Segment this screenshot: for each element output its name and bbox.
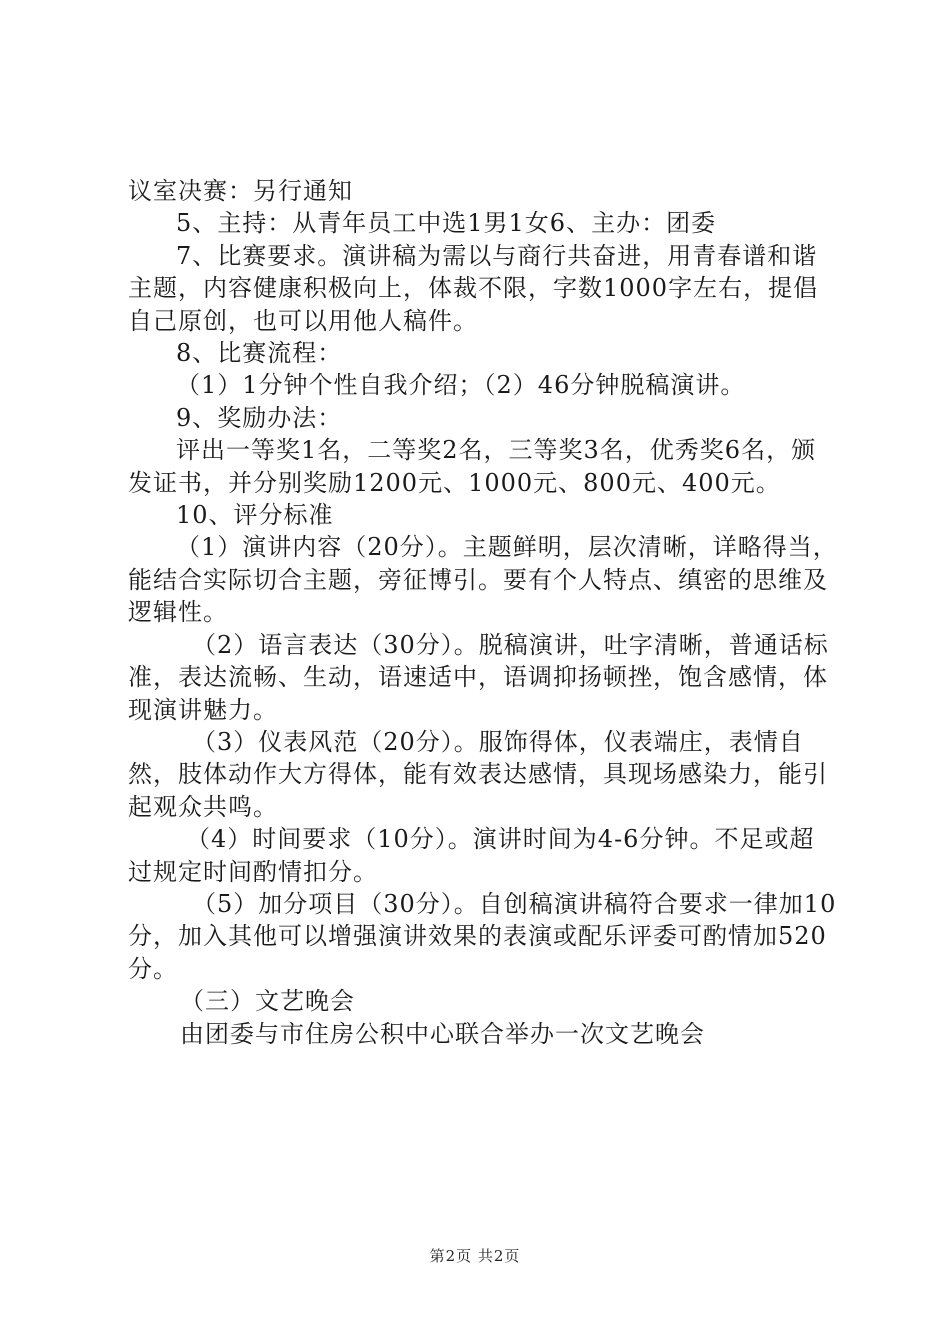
paragraph-scoring-time: （4）时间要求（10分）。演讲时间为4-6分钟。不足或超过规定时间酌情扣分。 [128,825,815,886]
paragraph-scoring-appearance: （3）仪表风范（20分）。服饰得体，仪表端庄，表情自然，肢体动作大方得体，能有效表达感情，具现场感染力，能引起观众共鸣。 [128,727,828,821]
paragraph-scoring-language: （2）语言表达（30分）。脱稿演讲，吐字清晰，普通话标准，表达流畅、生动，语速适中，语调抑扬顿挫，饱含感情，体现演讲魅力。 [128,630,829,724]
paragraph-final-venue: 议室决赛：另行通知 [128,177,353,205]
paragraph-requirements: 7、比赛要求。演讲稿为需以与商行共奋进，用青春谱和谐主题，内容健康积极向上，体裁不限，字数1000字左右，提倡自己原创，也可以用他人稿件。 [128,241,819,335]
paragraph-scoring-bonus: （5）加分项目（30分）。自创稿演讲稿符合要求一律加10分，加入其他可以增强演讲效果的表演或配乐评委可酌情加520分。 [128,889,837,983]
paragraph-scoring-content: （1）演讲内容（20分）。主题鲜明，层次清晰，详略得当，能结合实际切合主题，旁征博引。要有个人特点、缜密的思维及逻辑性。 [128,533,838,627]
paragraph-awards-detail: 评出一等奖1名，二等奖2名，三等奖3名，优秀奖6名，颁发证书，并分别奖励1200元、1000元、800元、400元。 [128,436,817,497]
paragraph-scoring-heading: 10、评分标准 [176,501,334,530]
paragraph-process-detail: （1）1分钟个性自我介绍；（2）46分钟脱稿演讲。 [176,371,746,400]
paragraph-awards-heading: 9、奖励办法： [176,403,343,432]
paragraph-host-organizer: 5、主持：从青年员工中选1男1女6、主办：团委 [176,209,717,238]
paragraph-gala-detail: 由团委与市住房公积中心联合举办一次文艺晚会 [180,1019,705,1048]
document-body [128,175,838,1050]
paragraph-process-heading: 8、比赛流程： [176,339,343,368]
paragraph-gala-heading: （三）文艺晚会 [180,987,355,1016]
page-footer: 第2页 共2页 [429,1247,521,1265]
